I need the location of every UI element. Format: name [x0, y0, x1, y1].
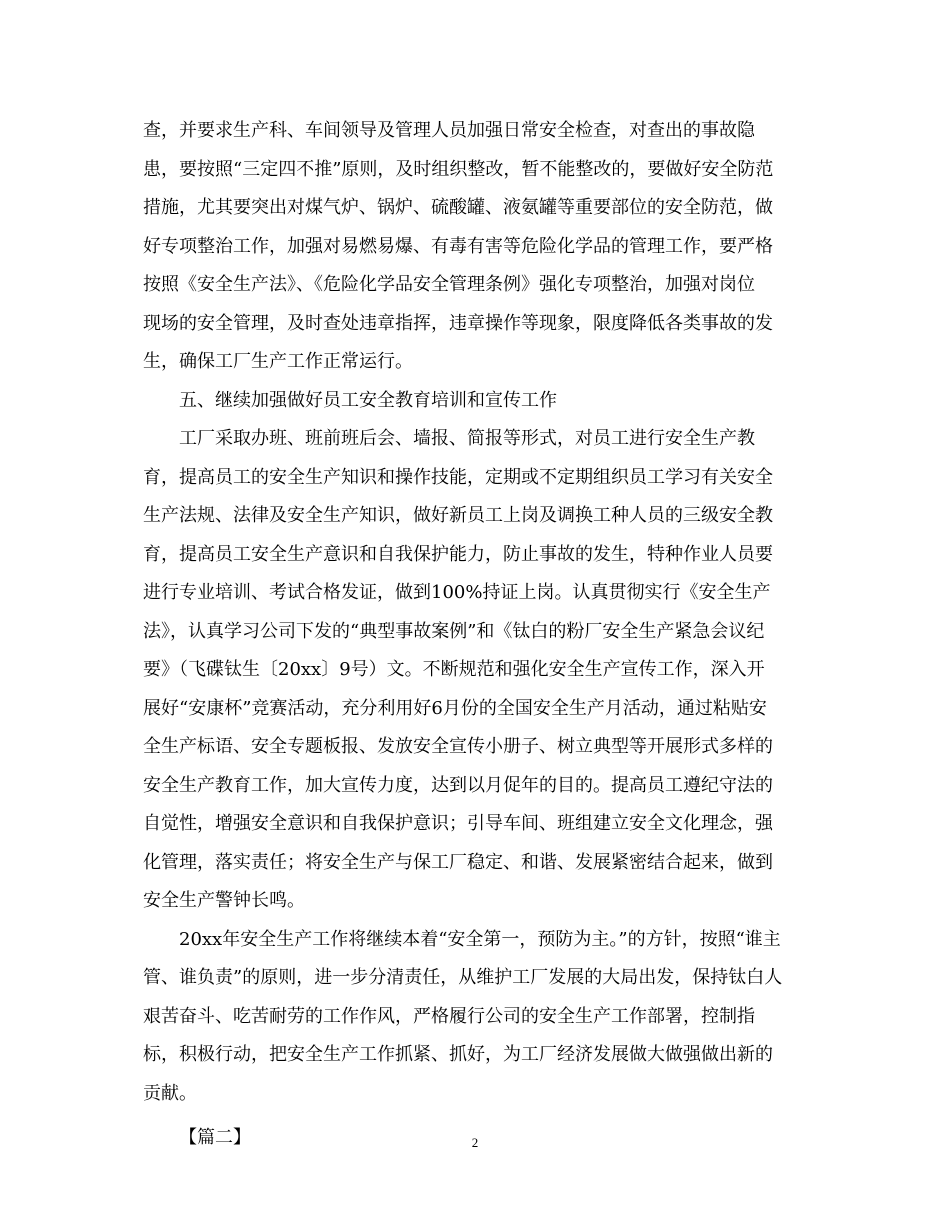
paragraph-policy — [143, 921, 807, 1114]
text-line: 安全生产警钟长鸣。 — [143, 890, 305, 911]
text-line: 按照《安全生产法》、《危险化学品安全管理条例》强化专项整治，加强对岗位 — [143, 274, 755, 295]
text-line: 措施，尤其要突出对煤气炉、锅炉、硫酸罐、液氨罐等重要部位的安全防范，做 — [143, 197, 773, 218]
text-line: 标，积极行动，把安全生产工作抓紧、抓好，为工厂经济发展做大做强做出新的 — [143, 1044, 773, 1065]
text-line: 管、谁负责”的原则，进一步分清责任，从维护工厂发展的大局出发，保持钛白人 — [143, 967, 783, 988]
text-line: 患，要按照“三定四不推”原则，及时组织整改，暂不能整改的，要做好安全防范 — [143, 158, 774, 180]
text-line: 法》，认真学习公司下发的“典型事故案例”和《钛白的粉厂安全生产紧急会议纪 — [143, 620, 765, 642]
document-body — [143, 112, 807, 1158]
text-line: 全生产标语、安全专题板报、发放安全宣传小册子、树立典型等开展形式多样的 — [143, 736, 773, 757]
text-line: 现场的安全管理，及时查处违章指挥，违章操作等现象，限度降低各类事故的发 — [143, 312, 773, 334]
text-line: 自觉性，增强安全意识和自我保护意识；引导车间、班组建立安全文化理念，强 — [143, 813, 773, 834]
text-line: 好专项整治工作，加强对易燃易爆、有毒有害等危险化学品的管理工作，要严格 — [143, 235, 773, 257]
text-line: 育，提高员工安全生产意识和自我保护能力，防止事故的发生，特种作业人员要 — [143, 543, 773, 565]
page-number: 2 — [471, 1135, 479, 1150]
text-line: 20xx年安全生产工作将继续本着“安全第一，预防为主。”的方针，按照“谁主 — [179, 928, 781, 950]
text-line: 生，确保工厂生产工作正常运行。 — [143, 351, 413, 372]
text-line: 展好“安康杯”竞赛活动，充分利用好6月份的全国安全生产月活动，通过粘贴安 — [143, 697, 767, 719]
section-marker-label: 【篇二】 — [179, 1127, 251, 1148]
text-line: 查，并要求生产科、车间领导及管理人员加强日常安全检查，对查出的事故隐 — [143, 120, 755, 141]
heading-line: 五、继续加强做好员工安全教育培训和宣传工作 — [179, 389, 557, 411]
text-line: 工厂采取办班、班前班后会、墙报、简报等形式，对员工进行安全生产教 — [179, 428, 755, 449]
text-line: 生产法规、法律及安全生产知识，做好新员工上岗及调换工种人员的三级安全教 — [143, 505, 773, 526]
text-line: 要》（飞碟钛生〔20xx〕9号）文。不断规范和强化安全生产宣传工作，深入开 — [143, 659, 765, 680]
text-line: 进行专业培训、考试合格发证，做到100%持证上岗。认真贯彻实行《安全生产 — [143, 582, 771, 603]
section-heading — [143, 382, 807, 421]
text-line: 贡献。 — [143, 1082, 197, 1104]
paragraph-training — [143, 420, 807, 921]
text-line: 化管理，落实责任；将安全生产与保工厂稳定、和谐、发展紧密结合起来，做到 — [143, 851, 773, 873]
text-line: 艰苦奋斗、吃苦耐劳的工作作风，严格履行公司的安全生产工作部署，控制指 — [143, 1005, 755, 1027]
paragraph-continuation — [143, 112, 807, 382]
text-line: 安全生产教育工作，加大宣传力度，达到以月促年的目的。提高员工遵纪守法的 — [143, 774, 773, 796]
text-line: 育，提高员工的安全生产知识和操作技能，定期或不定期组织员工学习有关安全 — [143, 466, 773, 488]
